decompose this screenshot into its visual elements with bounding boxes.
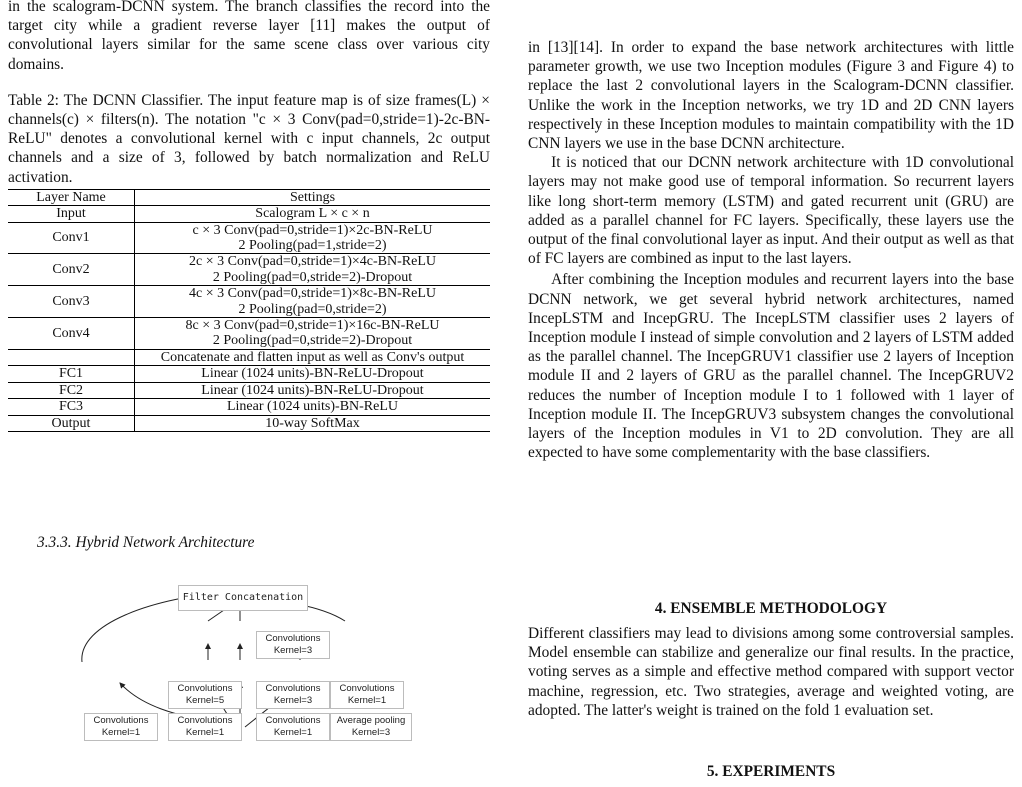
table-cell-layer: Output — [8, 415, 135, 431]
table-caption: Table 2: The DCNN Classifier. The input feature map is of size frames(L) × channels(c) × filters(n). The notation "c × 3 Conv(pad=0,stride=1)-2c-BN-ReLU" denotes a convolutional kernel with c input channels, 2c output channels and a size of 3, followed by batch normalization and ReLU activation. — [8, 91, 490, 186]
conv-k1-b3-box — [256, 713, 330, 741]
section-heading-ensemble: 4. ENSEMBLE METHODOLOGY — [654, 600, 888, 617]
settings-line: 10-way SoftMax — [265, 415, 360, 431]
table-cell-settings — [135, 318, 491, 350]
table-cell-layer: Input — [8, 206, 135, 222]
table-cell-layer: Conv1 — [8, 222, 135, 254]
conv-k3-mid-box — [256, 681, 330, 709]
settings-line: 8c × 3 Conv(pad=0,stride=1)×16c-BN-ReLU — [185, 318, 440, 334]
table-row — [8, 399, 490, 415]
table-row — [8, 318, 490, 350]
table-cell-settings — [135, 399, 491, 415]
box-label: Average pooling — [336, 715, 406, 726]
table-row — [8, 349, 490, 365]
table-cell-layer: Conv3 — [8, 286, 135, 318]
table-cell-layer — [8, 349, 135, 365]
settings-line: c × 3 Conv(pad=0,stride=1)×2c-BN-ReLU — [192, 222, 433, 238]
filter-concatenation-box — [178, 585, 308, 611]
box-kernel: Kernel=5 — [185, 695, 225, 706]
table-cell-layer: FC2 — [8, 382, 135, 398]
table-cell-settings — [135, 382, 491, 398]
table-cell-settings — [135, 366, 491, 382]
settings-line: Scalogram L × c × n — [255, 206, 370, 222]
table-row — [8, 366, 490, 382]
subsection-heading: 3.3.3. Hybrid Network Architecture — [37, 534, 255, 551]
table-row — [8, 382, 490, 398]
table-cell-settings — [135, 415, 491, 431]
box-label: Convolutions — [177, 715, 233, 726]
filter-concatenation-label: Filter Concatenation — [182, 592, 304, 603]
box-kernel: Kernel=3 — [273, 695, 313, 706]
table-row — [8, 286, 490, 318]
avg-pooling-box — [330, 713, 412, 741]
box-kernel: Kernel=3 — [351, 727, 391, 738]
box-label: Convolutions — [177, 683, 233, 694]
dcnn-table — [8, 189, 490, 432]
ensemble-block — [528, 624, 1014, 720]
section-heading-experiments: 5. EXPERIMENTS — [706, 763, 836, 780]
inception-figure — [60, 575, 440, 755]
table-body — [8, 206, 490, 432]
table-cell-layer: Conv2 — [8, 254, 135, 286]
intro-paragraph: in the scalogram-DCNN system. The branch classifies the record into the target city while a gradient reverse layer [11] makes the output of convolutional layers similar for the same scene class over various city domains. — [8, 0, 490, 73]
table-row — [8, 222, 490, 254]
settings-line: 4c × 3 Conv(pad=0,stride=1)×8c-BN-ReLU — [189, 286, 436, 302]
paragraph-ensemble: Different classifiers may lead to divisions among some controversial samples. Model ensemble can stabilize and generalize our final results. In the practice, voting serves as a simple and effective method compared with support vector machine, regression, etc. Two strategies, average and weighted voting, are adopted. The latter's weight is trained on the fold 1 evaluation set. — [528, 625, 1014, 719]
settings-line: 2 Pooling(pad=0,stride=2) — [238, 301, 387, 317]
box-kernel: Kernel=1 — [273, 727, 313, 738]
box-kernel: Kernel=1 — [101, 727, 141, 738]
paragraph-inception: in [13][14]. In order to expand the base network architectures with little parameter growth, we use two Inception modules (Figure 3 and Figure 4) to replace the last 2 convolutional layers in the Scalogram-DCNN classifier. Unlike the work in the Inception networks, we try 1D and 2D CNN layers respectively in these Inception modules to maintain compatibility with the 1D CNN layers we use in the base DCNN architecture. — [528, 39, 1014, 153]
table-cell-layer: Conv4 — [8, 318, 135, 350]
conv-k3-top-box — [256, 631, 330, 659]
settings-line: 2 Pooling(pad=0,stride=2)-Dropout — [212, 269, 413, 285]
table-cell-layer: FC1 — [8, 366, 135, 382]
table-cell-settings — [135, 206, 491, 222]
conv-k1-left-box — [84, 713, 158, 741]
conv-k1-right-box — [330, 681, 404, 709]
table-row — [8, 254, 490, 286]
paragraph-recurrent: It is noticed that our DCNN network architecture with 1D convolutional layers may not make good use of temporal information. So recurrent layers like long short-term memory (LSTM) and gated recurrent unit (GRU) are added as a parallel channel for FC layers. Specifically, these layers use the output of the final convolutional layer as input. And their output as well as that of FC layers are combined as input to the last layers. — [528, 154, 1014, 268]
table-header-settings: Settings — [135, 189, 491, 205]
table-header-layer: Layer Name — [8, 189, 135, 205]
box-kernel: Kernel=3 — [273, 645, 313, 656]
table-cell-settings — [135, 286, 491, 318]
settings-line: Linear (1024 units)-BN-ReLU — [226, 399, 399, 415]
box-kernel: Kernel=1 — [185, 727, 225, 738]
settings-line: 2c × 3 Conv(pad=0,stride=1)×4c-BN-ReLU — [189, 254, 436, 270]
conv-k5-box — [168, 681, 242, 709]
box-label: Convolutions — [265, 715, 321, 726]
table-cell-settings — [135, 222, 491, 254]
box-label: Convolutions — [339, 683, 395, 694]
table-cell-layer: FC3 — [8, 399, 135, 415]
box-label: Convolutions — [93, 715, 149, 726]
settings-line: 2 Pooling(pad=0,stride=2)-Dropout — [212, 333, 413, 349]
box-kernel: Kernel=1 — [347, 695, 387, 706]
table-cell-settings — [135, 349, 491, 365]
table-row — [8, 206, 490, 222]
conv-k1-b2-box — [168, 713, 242, 741]
settings-line: 2 Pooling(pad=1,stride=2) — [238, 238, 387, 254]
paragraph-hybrid: After combining the Inception modules and recurrent layers into the base DCNN network, we get several hybrid network architectures, named IncepLSTM and IncepGRU. The IncepLSTM classifier uses 2 layers of Inception module I instead of simple convolution and 2 layers of LSTM added as the parallel channel. The IncepGRUV1 classifier use 2 layers of Inception module II and 2 layers of GRU as the parallel channel. The IncepGRUV2 reduces the number of Inception module I to 1 followed with 1 layer of Inception module II. The IncepGRUV3 subsystem changes the convolutional layers of the Inception modules in V1 to 2D convolution. They are all expected to have some complementarity with the base classifiers. — [528, 271, 1014, 462]
right-column — [528, 38, 1014, 462]
settings-line: Linear (1024 units)-BN-ReLU-Dropout — [201, 366, 424, 382]
left-column — [8, 0, 490, 432]
table-row — [8, 415, 490, 431]
table-cell-settings — [135, 254, 491, 286]
box-label: Convolutions — [265, 683, 321, 694]
settings-line: Linear (1024 units)-BN-ReLU-Dropout — [201, 382, 424, 398]
box-label: Convolutions — [265, 633, 321, 644]
settings-line: Concatenate and flatten input as well as Conv's output — [160, 349, 465, 365]
